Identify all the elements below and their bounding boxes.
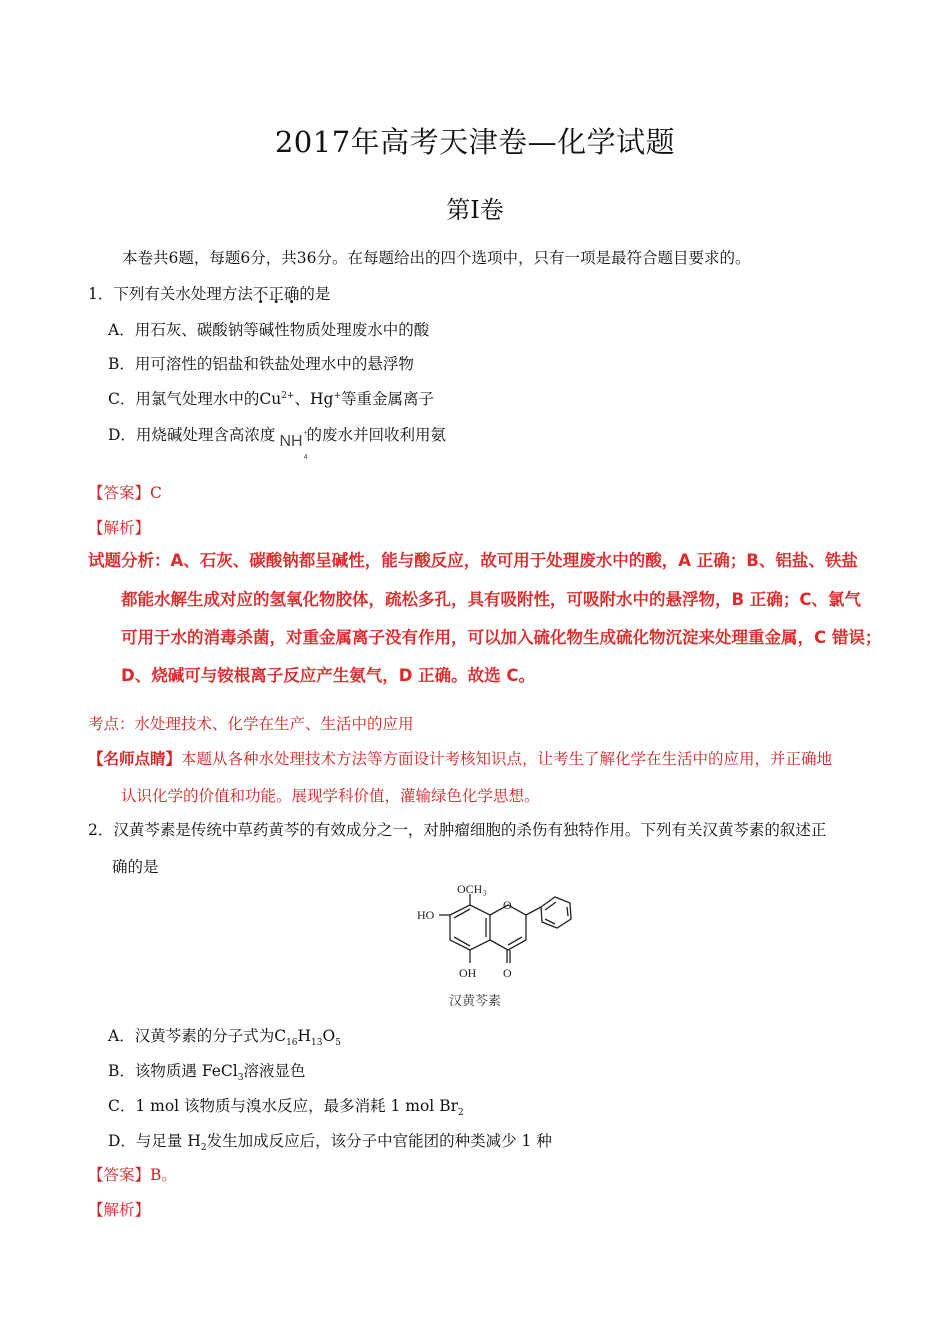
q1-analysis-label: 【解析】 (88, 519, 151, 537)
ring-a-double-1 (454, 909, 470, 918)
q1-analysis-line-1: 试题分析：A、石灰、碳酸钠都呈碱性，能与酸反应，故可用于处理废水中的酸，A 正确；B、铝盐、铁盐 (88, 551, 858, 570)
intro-text: 本卷共6题，每题6分，共36分。在每题给出的四个选项中，只有一项是最符合题目要求的。 (122, 249, 751, 267)
q1-mingshi-line-1 (88, 749, 832, 769)
q1-answer: 【答案】C (88, 484, 162, 502)
label-och3: OCH₃ (457, 885, 487, 896)
q1-mingshi-text-1: 本题从各种水处理技术方法等方面设计考核知识点，让考生了解化学在生活中的应用，并正确地 (181, 750, 833, 768)
q2-option-d-post: 发生加成反应后，该分子中官能团的种类减少 1 种 (206, 1132, 552, 1150)
label-ketone-o: O (503, 966, 512, 980)
c-subscript: 16 (286, 1038, 298, 1049)
page-title: 2017年高考天津卷—化学试题 (274, 125, 676, 159)
phenyl-link (526, 907, 541, 915)
q2-answer: 【答案】B。 (88, 1166, 177, 1184)
q2-option-c-pre: C．1 mol 该物质与溴水反应，最多消耗 1 mol Br (108, 1097, 458, 1115)
br-subscript: 2 (458, 1108, 464, 1119)
label-ho: HO (417, 908, 435, 922)
hg-charge: + (333, 390, 341, 401)
ammonium-nh: NH (279, 433, 303, 450)
ring-a (450, 905, 490, 950)
q1-option-d (108, 425, 447, 461)
wogonin-structure (395, 885, 575, 985)
q1-option-c (108, 389, 434, 409)
q2-option-b-pre: B．该物质遇 FeCl (108, 1062, 238, 1080)
q1-stem-post: 的是 (299, 285, 331, 303)
q1-analysis-line-3: 可用于水的消毒杀菌，对重金属离子没有作用，可以加入硫化物生成硫化物沉淀来处理重金属，C 错误； (121, 628, 882, 647)
o-subscript: 5 (335, 1038, 341, 1049)
q1-stem-pre: 1．下列有关水处理方法 (88, 285, 253, 303)
q2-option-b-post: 溶液显色 (243, 1062, 306, 1080)
q2-analysis-label: 【解析】 (88, 1201, 151, 1219)
h2-subscript: 2 (200, 1143, 207, 1154)
structure-labels (417, 885, 512, 980)
o-symbol: O (322, 1027, 336, 1045)
q1-option-b: B．用可溶性的铝盐和铁盐处理水中的悬浮物 (108, 355, 414, 373)
ring-a-double-3 (454, 937, 470, 946)
cu-charge: 2+ (281, 390, 295, 401)
q2-option-a-pre: A．汉黄芩素的分子式为C (108, 1027, 287, 1045)
q2-option-c (108, 1096, 464, 1119)
q1-option-c-post: 等重金属离子 (340, 390, 434, 408)
q2-stem-line-1: 2．汉黄芩素是传统中草药黄芩的有效成分之一，对肿瘤细胞的杀伤有独特作用。下列有关汉黄芩素的叙述正 (88, 821, 827, 839)
ring-b-double-2 (567, 907, 568, 916)
q1-stem (88, 284, 330, 304)
q2-option-d (108, 1131, 552, 1154)
q1-analysis-line-4: D、烧碱可与铵根离子反应产生氨气，D 正确。故选 C。 (121, 666, 535, 685)
q1-option-d-post: 的废水并回收利用氨 (306, 426, 447, 444)
q1-emph-char-3: 确 (283, 285, 300, 303)
label-oh: OH (459, 966, 477, 980)
label-ring-o: O (503, 898, 512, 912)
ammonium-formula: NH + 4 (279, 430, 308, 461)
h-subscript: 13 (311, 1038, 323, 1049)
h-symbol: H (297, 1027, 312, 1045)
q2-stem-line-2: 确的是 (112, 858, 159, 876)
q1-analysis-line-2: 都能水解生成对应的氢氧化物胶体，疏松多孔，具有吸附性，可吸附水中的悬浮物，B 正确；C、氯气 (121, 590, 861, 609)
q1-mingshi-line-2: 认识化学的价值和功能。展现学科价值，灌输绿色化学思想。 (121, 787, 540, 805)
fecl-subscript: 3 (237, 1073, 244, 1084)
q1-mingshi-label: 【名师点睛】 (88, 749, 182, 768)
structure-caption: 汉黄芩素 (448, 994, 501, 1009)
q1-emph-char-2: 正 (268, 285, 284, 303)
q1-option-c-mid: 、Hg (294, 390, 334, 408)
q1-option-a: A．用石灰、碳酸钠等碱性物质处理废水中的酸 (108, 321, 430, 339)
q2-option-b (108, 1061, 306, 1084)
ring-b (541, 897, 571, 928)
q1-kaodian: 考点：水处理技术、化学在生产、生活中的应用 (88, 715, 414, 733)
q1-option-d-pre: D．用烧碱处理含高浓度 (108, 426, 276, 444)
q2-option-a (108, 1026, 341, 1049)
section-title: 第Ⅰ卷 (446, 196, 504, 224)
q1-option-c-pre: C．用氯气处理水中的Cu (108, 390, 282, 408)
q1-emph-char-1: 不 (252, 285, 269, 303)
q2-option-d-pre: D．与足量 H (108, 1132, 201, 1150)
